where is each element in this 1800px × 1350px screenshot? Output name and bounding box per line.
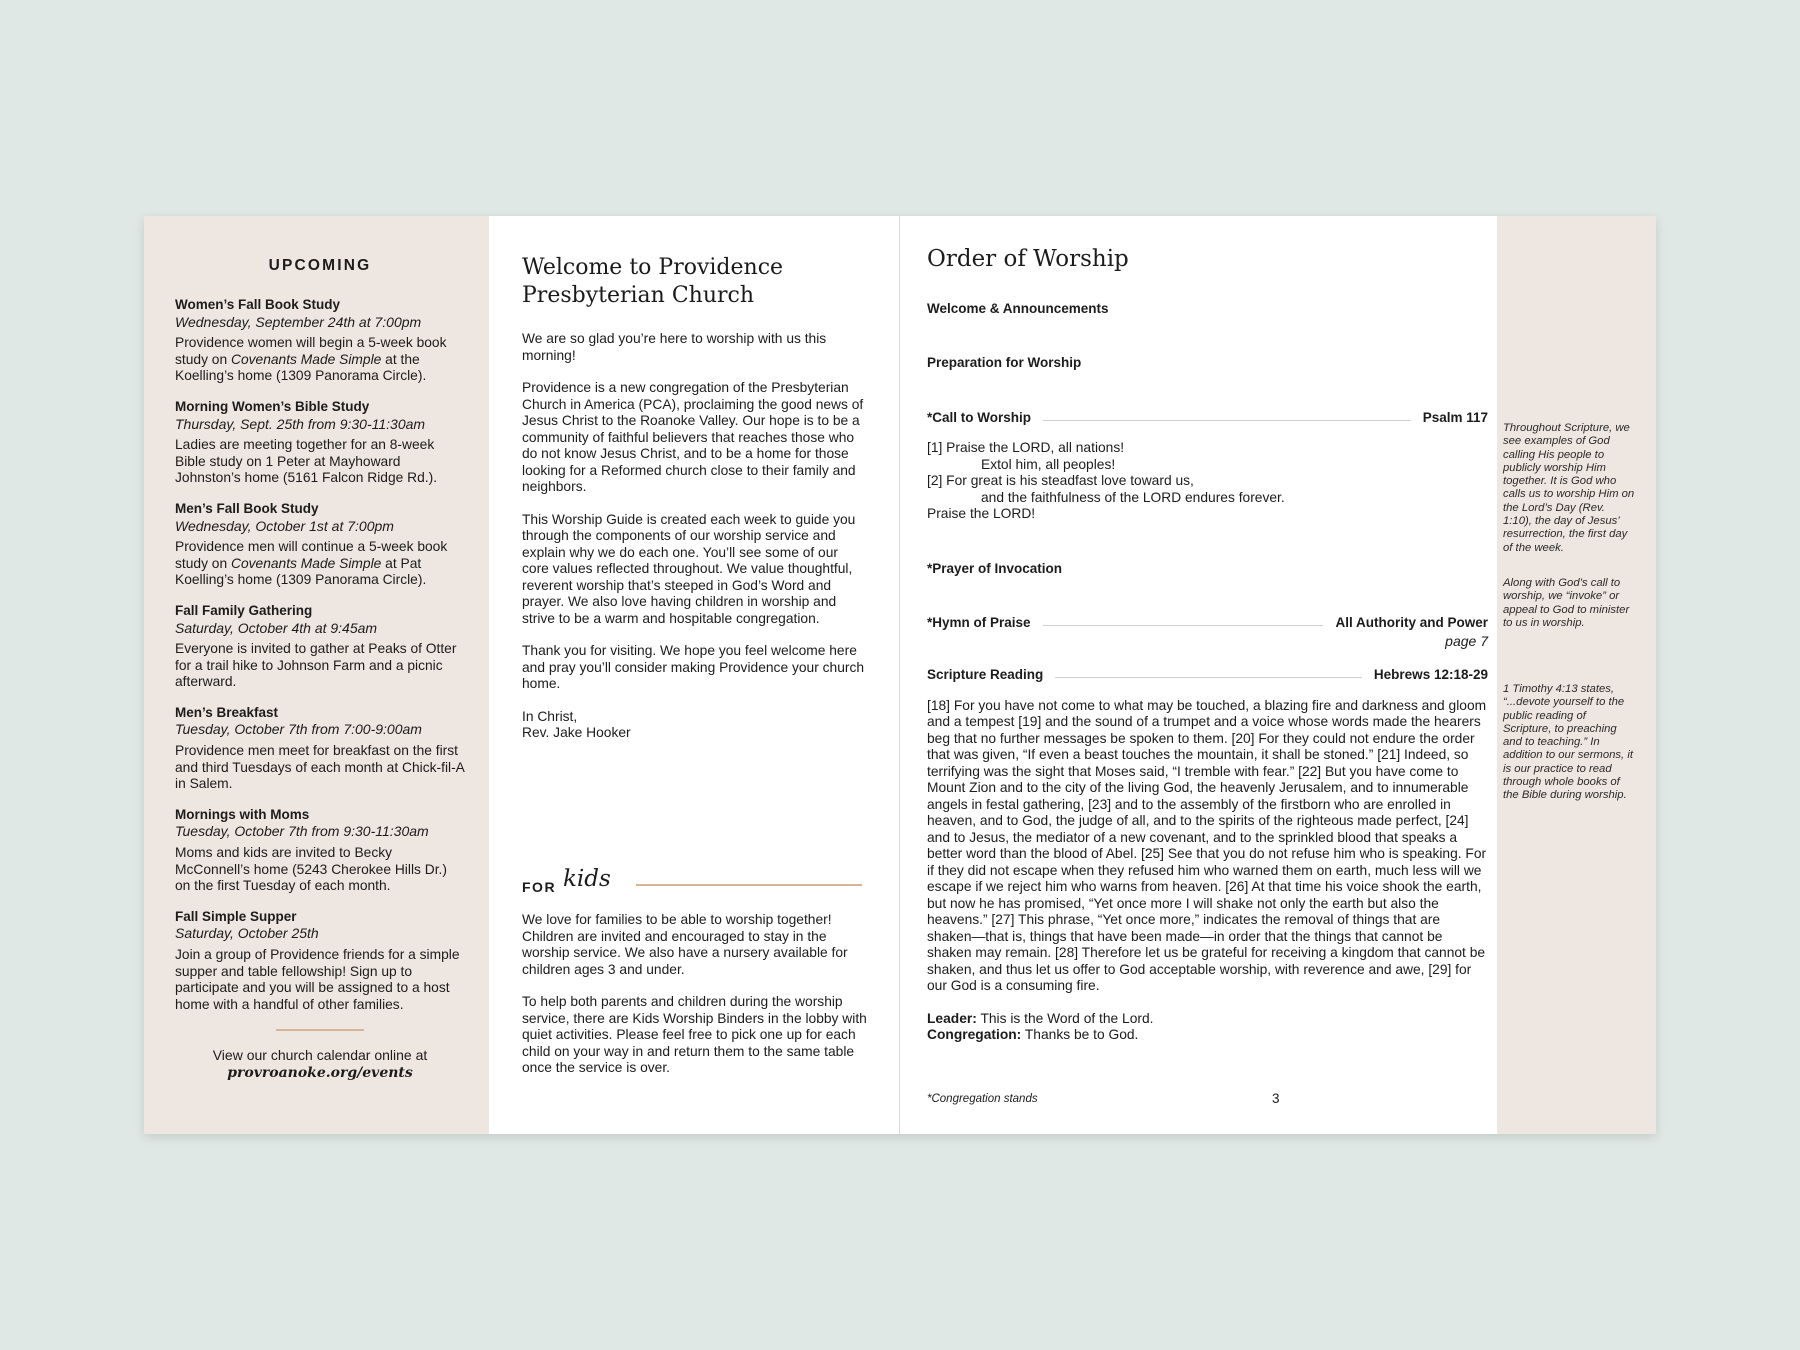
event-item	[175, 909, 465, 1014]
page-number: 3	[1272, 1091, 1280, 1106]
call-to-worship-row	[927, 408, 1488, 426]
event-title: Men’s Fall Book Study	[175, 500, 319, 516]
event-date: Wednesday, October 1st at 7:00pm	[175, 517, 394, 534]
event-description: Providence women will begin a 5-week book study on Covenants Made Simple at the Koelling’s home (1309 Panorama Circle).	[175, 335, 447, 384]
margin-note: Along with God’s call to worship, we “invoke” or appeal to God to minister to us in worship.	[1503, 577, 1630, 629]
calendar-text: View our church calendar online at	[212, 1047, 428, 1064]
kids-heading	[522, 866, 867, 896]
event-date: Wednesday, September 24th at 7:00pm	[175, 313, 422, 330]
kids-paragraph: To help both parents and children during the worship service, there are Kids Worship Binders in the lobby with quiet activities. Please feel free to pick one up for each child on your way in and return them to the same table once the service is over.	[522, 994, 867, 1075]
event-item	[175, 501, 465, 589]
psalm-line: Praise the LORD!	[927, 506, 1036, 522]
event-description: Moms and kids are invited to Becky McConnell’s home (5243 Cherokee Hills Dr.) on the first Tuesday of each month.	[175, 845, 447, 894]
event-title: Morning Women’s Bible Study	[175, 398, 370, 414]
section-divider	[276, 1029, 364, 1031]
kids-section	[522, 912, 867, 1093]
reading-label: Scripture Reading	[927, 667, 1044, 683]
leader-line	[1043, 420, 1411, 421]
event-item	[175, 297, 465, 385]
congregation-text: Thanks be to God.	[1024, 1027, 1139, 1043]
hymn-title: All Authority and Power	[1335, 615, 1488, 631]
leader-line	[1043, 625, 1324, 626]
event-description: Providence men will continue a 5-week book study on Covenants Made Simple at Pat Koelling’s home (1309 Panorama Circle).	[175, 539, 448, 588]
event-title: Fall Simple Supper	[175, 908, 297, 924]
margin-note: Throughout Scripture, we see examples of God calling His people to publicly worship Him together. It is God who calls us to worship Him on the Lord’s Day (Rev. 1:10), the day of Jesus’ resurrection, the first day of the week.	[1503, 422, 1635, 554]
margin-note: 1 Timothy 4:13 states, “...devote yourself to the public reading of Scripture, to preaching and to teaching.” In addition to our sermons, it is our practice to read through whole books of the Bible during worship.	[1503, 683, 1633, 802]
event-description: Providence men meet for breakfast on the first and third Tuesdays of each month at Chick-fil-A in Salem.	[175, 743, 465, 792]
kids-label: kids	[563, 866, 611, 892]
congregation-label: Congregation:	[927, 1027, 1022, 1043]
event-date: Tuesday, October 7th from 9:30-11:30am	[175, 823, 429, 840]
event-date: Saturday, October 25th	[175, 925, 319, 942]
call-to-worship-ref: Psalm 117	[1422, 409, 1488, 425]
leader-label: Leader:	[927, 1010, 977, 1026]
reading-ref: Hebrews 12:18-29	[1373, 667, 1488, 683]
hymn-page: page 7	[1445, 632, 1488, 649]
welcome-paragraph: We are so glad you’re here to worship with us this morning!	[522, 331, 827, 363]
event-item	[175, 807, 465, 895]
event-title: Mornings with Moms	[175, 806, 310, 822]
scripture-text: [18] For you have not come to what may be touched, a blazing fire and darkness and gloom and a tempest [19] and the sound of a trumpet and a voice whose words made the hearers beg that no further messages be spoken to them. [20] For they could not endure the order that was given, “If even a beast touches the mountain, it shall be stoned.” [21] Indeed, so terrifying was the sight that Moses said, “I tremble with fear.” [22] But you have come to Mount Zion and to the city of the living God, the heavenly Jerusalem, and to innumerable angels in festal gathering, [23] and to the assembly of the firstborn who are enrolled in heaven, and to God, the judge of all, and to the spirits of the righteous made perfect, [24] and to Jesus, the mediator of a new covenant, and to the sprinkled blood that speaks a better word than the blood of Abel. [25] See that you do not refuse him who is speaking. For if they did not escape when they refused him who warned them on earth, much less will we escape if we reject him who warns from heaven. [26] At that time his voice shook the earth, but now he has promised, “Yet once more I will shake not only the earth but also the heavens.” [27] This phrase, “Yet once more,” indicates the removal of things that are shaken—that is, things that have been made—in order that the things that cannot be shaken may remain. [28] Therefore let us be grateful for receiving a kingdom that cannot be shaken, and thus let us offer to God acceptable worship, with reverence and awe, [29] for our God is a consuming fire.	[927, 697, 1487, 994]
psalm-line: [1] Praise the LORD, all nations!	[927, 440, 1125, 455]
invocation-item: *Prayer of Invocation	[927, 560, 1063, 576]
event-title: Fall Family Gathering	[175, 602, 313, 618]
footnote: *Congregation stands	[927, 1093, 1038, 1105]
kids-for-label: FOR	[522, 879, 557, 895]
kids-paragraph: We love for families to be able to worship together! Children are invited and encouraged to stay in the worship service. We also have a nursery available for children ages 3 and under.	[522, 912, 848, 977]
margin-notes-panel	[1497, 216, 1656, 1134]
upcoming-panel	[144, 216, 489, 1134]
hymn-row	[927, 614, 1488, 632]
event-date: Thursday, Sept. 25th from 9:30-11:30am	[175, 415, 426, 432]
event-title: Women’s Fall Book Study	[175, 297, 341, 312]
leader-text: This is the Word of the Lord.	[980, 1010, 1154, 1026]
welcome-announcements-item: Welcome & Announcements	[927, 301, 1109, 316]
closing: In Christ,	[522, 708, 578, 724]
call-to-worship-label: *Call to Worship	[927, 409, 1032, 425]
psalm-line: and the faithfulness of the LORD endures forever.	[981, 489, 1285, 505]
leader-response	[927, 1011, 1488, 1028]
welcome-panel	[489, 216, 900, 1134]
upcoming-heading: UPCOMING	[268, 257, 372, 274]
welcome-title: Welcome to Providence Presbyterian Church	[522, 255, 784, 308]
welcome-paragraph: Thank you for visiting. We hope you feel welcome here and pray you’ll consider making Providence your church home.	[522, 643, 865, 691]
calendar-link[interactable]: provroanoke.org/events	[227, 1065, 413, 1082]
congregation-response	[927, 1027, 1488, 1044]
hymn-label: *Hymn of Praise	[927, 615, 1031, 631]
event-item	[175, 399, 465, 487]
welcome-paragraph: Providence is a new congregation of the Presbyterian Church in America (PCA), proclaiming the good news of Jesus Christ to the Roanoke Valley. Our hope is to be a community of faithful believers that reaches those who do not know Jesus Christ, and to be a home for those looking for a Reformed church close to their family and neighbors.	[522, 380, 864, 494]
event-date: Saturday, October 4th at 9:45am	[175, 619, 378, 636]
scripture-reading-row	[927, 666, 1488, 684]
kids-divider	[636, 884, 862, 886]
preparation-item: Preparation for Worship	[927, 355, 1082, 370]
event-description: Ladies are meeting together for an 8-week Bible study on 1 Peter at Mayhoward Johnston’s home (5161 Falcon Ridge Rd.).	[175, 437, 438, 486]
book-title: Covenants Made Simple	[231, 351, 382, 367]
event-description: Join a group of Providence friends for a simple supper and table fellowship! Sign up to participate and you will be assigned to a host home with a handful of other families.	[175, 947, 460, 1012]
psalm-line: Extol him, all peoples!	[981, 456, 1116, 472]
book-title: Covenants Made Simple	[231, 555, 382, 571]
worship-guide-spread	[144, 216, 1656, 1134]
event-item	[175, 603, 465, 691]
event-item	[175, 705, 465, 793]
event-description: Everyone is invited to gather at Peaks of Otter for a trail hike to Johnson Farm and a picnic afterward.	[175, 641, 457, 690]
event-title: Men’s Breakfast	[175, 704, 279, 720]
welcome-paragraph: This Worship Guide is created each week to guide you through the components of our worship service and explain why we do each one. You’ll see some of our core values reflected throughout. We value thoughtful, reverent worship that’s steeped in God’s Word and prayer. We also love having children in worship and strive to be a warm and hospitable congregation.	[522, 511, 856, 626]
order-of-worship-panel	[900, 216, 1497, 1134]
psalm-line: [2] For great is his steadfast love toward us,	[927, 473, 1194, 489]
signature: Rev. Jake Hooker	[522, 725, 631, 740]
worship-title: Order of Worship	[927, 246, 1129, 272]
event-date: Tuesday, October 7th from 7:00-9:00am	[175, 721, 422, 738]
leader-line	[1055, 677, 1362, 678]
